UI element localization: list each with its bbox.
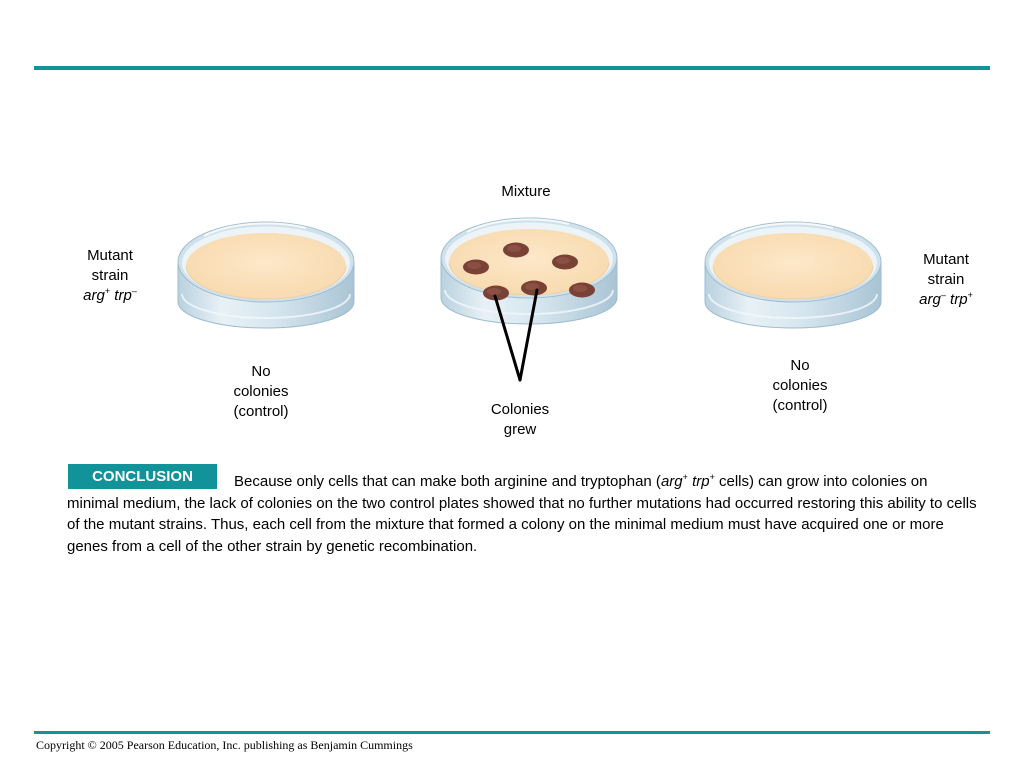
colony-highlight [467, 262, 481, 269]
right-strain-label: Mutant strain arg– trp+ [919, 251, 973, 308]
left-petri-dish [178, 222, 354, 328]
left-strain-label: Mutant strain arg+ trp– [83, 247, 137, 304]
colony-highlight [556, 257, 570, 264]
colony-highlight [573, 285, 587, 292]
copyright-footer: Copyright © 2005 Pearson Education, Inc. publishing as Benjamin Cummings [36, 738, 413, 752]
colony-highlight [507, 245, 521, 252]
center-result-label: Colonies grew [490, 401, 550, 438]
conclusion-text: Because only cells that can make both arginine and tryptophan (arg+ trp+ cells) can grow into colonies on minimal medium, the lack of colonies on the two control plates showed that no further mutations had occurred restoring this ability to cells of the mutant strains. Thus, each cell from the mixture that formed a colony on the minimal medium must have acquired one or more genes from a cell of the other strain by genetic recombination. [67, 472, 977, 555]
conclusion-badge: CONCLUSION [68, 464, 217, 489]
right-result-label: No colonies (control) [772, 357, 828, 414]
mixture-label: Mixture [501, 183, 551, 200]
center-petri-dish [441, 218, 617, 324]
colony-highlight [487, 288, 501, 295]
left-result-label: No colonies (control) [233, 363, 289, 420]
bottom-rule [34, 731, 990, 734]
right-petri-dish [705, 222, 881, 328]
